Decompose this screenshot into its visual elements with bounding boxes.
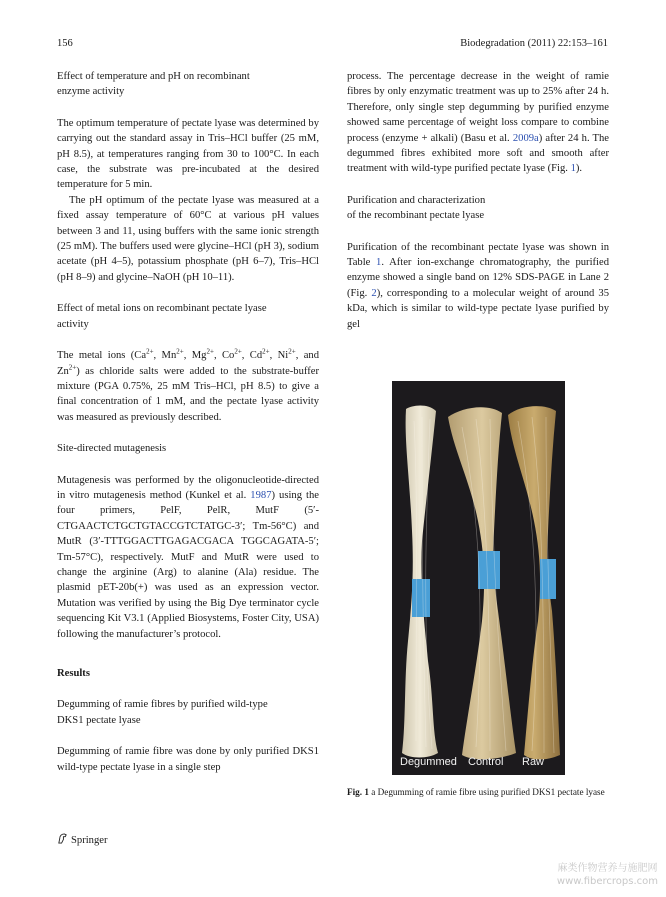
- watermark-line: 麻类作物营养与施肥网: [557, 863, 658, 874]
- heading-line: of the recombinant pectate lyase: [347, 210, 485, 222]
- label-raw: Raw: [522, 756, 545, 768]
- superscript: 2+: [206, 347, 214, 356]
- heading-line: enzyme activity: [57, 86, 125, 98]
- results-heading: Results: [57, 668, 90, 679]
- control-tape: [478, 551, 500, 589]
- watermark: [557, 862, 658, 888]
- label-degummed: Degummed: [400, 756, 457, 768]
- text-run: The metal ions (Ca: [57, 350, 147, 362]
- superscript: 2+: [146, 347, 154, 356]
- right-column: [347, 69, 609, 332]
- reference-link[interactable]: 1987: [250, 489, 272, 501]
- watermark-url: www.fibercrops.com: [556, 876, 658, 887]
- superscript: 2+: [234, 347, 242, 356]
- paragraph-mutagenesis: [57, 473, 319, 642]
- text-run: , Co: [213, 350, 235, 362]
- text-run: process. The percentage decrease in the weight of ramie fibres by only enzymatic treatment was up to 25% after 24 h. Therefore, only single step degumming by purified enzyme showed same percentage of weight loss compare to combine process (enzyme + alkali) (Basu et al.: [347, 71, 609, 144]
- publisher-name: Springer: [71, 835, 108, 846]
- superscript: 2+: [176, 347, 184, 356]
- heading-line: Degumming of ramie fibres by purified wild-type: [57, 699, 268, 711]
- text-run: , Ni: [269, 350, 289, 362]
- degummed-tape: [412, 579, 430, 617]
- heading-line: Effect of metal ions on recombinant pectate lyase: [57, 303, 267, 315]
- paragraph-ph: The pH optimum of the pectate lyase was measured at a fixed assay temperature of 60°C at various pH values between 3 and 11, using buffers with the same ionic strength (25 mM). The buffers used were glycine–HCl (pH 3), sodium acetate (pH 4–5), potassium phosphate (pH 6–7), Tris–HCl (pH 8–9) and glycine–NaOH (pH 10–11).: [57, 194, 319, 283]
- section-heading-metal-ions: [57, 301, 319, 332]
- section-heading-degumming: [57, 697, 319, 728]
- figure-caption: [347, 786, 609, 799]
- figure-link[interactable]: 1: [570, 163, 576, 175]
- springer-horse-icon: [57, 833, 68, 844]
- heading-line: Effect of temperature and pH on recombinant: [57, 71, 250, 82]
- reference-link[interactable]: 2009a: [512, 132, 539, 144]
- heading-line: activity: [57, 318, 89, 330]
- text-run: , Cd: [241, 350, 263, 362]
- paragraph-temperature: The optimum temperature of pectate lyase was determined by carrying out the standard assay in Tris–HCl buffer (25 mM, pH 8.5), at temperatures ranging from 30 to 100°C. In each case, the substrate was pre-incubated at the desired temperature for 5 min.: [57, 117, 319, 191]
- text-run: Purification of the recombinant pectate lyase was shown in Table: [347, 241, 609, 269]
- superscript: 2+: [68, 362, 77, 371]
- superscript: 2+: [288, 347, 296, 356]
- label-control: Control: [468, 756, 504, 768]
- page-number: 156: [57, 38, 73, 49]
- section-heading-temperature-ph: [57, 69, 319, 100]
- text-run: ).: [575, 163, 583, 175]
- text-run: , Mn: [153, 350, 177, 362]
- text-run: ) using the four primers, PelF, PelR, MutF (5′-CTGAACTCTGCTGTACCGTCTATGC-3′; Tm-56°C) and MutR (3′-TTTGGACTTGAGACGACA TGGCAGATA-5′; Tm-57°C), respectively. MutF and MutR were used to change the arginine (Arg) to alanine (Ala) residue. The plasmid pET-20b(+) was used as an expression vector. Mutation was verified by using the Big Dye terminator cycle sequencing Kit V3.1 (Applied Biosystems, Foster City, USA) following the manufacturer’s protocol.: [57, 489, 319, 640]
- paragraph-degumming: Degumming of ramie fibre was done by only purified DKS1 wild-type pectate lyase in a single step: [57, 746, 319, 773]
- caption-label: Fig. 1: [347, 787, 369, 797]
- section-heading-mutagenesis: Site-directed mutagenesis: [57, 443, 167, 455]
- heading-line: DKS1 pectate lyase: [57, 714, 141, 726]
- caption-text: a Degumming of ramie fibre using purified DKS1 pectate lyase: [368, 787, 605, 797]
- text-run: . After ion-exchange chromatography, the purified enzyme showed a single band on 12% SDS-PAGE in Lane 2 (Fig.: [347, 257, 609, 299]
- text-run: ), corresponding to a molecular weight of around 35 kDa, which is similar to wild-type pectate lyase purified by gel: [347, 287, 609, 330]
- paragraph-purification: [347, 240, 609, 332]
- publisher-footer: [57, 833, 107, 846]
- section-heading-purification: [347, 193, 609, 224]
- journal-citation: Biodegradation (2011) 22:153–161: [460, 38, 608, 49]
- text-run: , Mg: [183, 350, 207, 362]
- fibre-bundles-illustration: [392, 381, 565, 775]
- superscript: 2+: [262, 347, 270, 356]
- left-column: [57, 69, 319, 775]
- table-link[interactable]: 1: [376, 257, 382, 269]
- text-run: , and Zn: [57, 350, 320, 377]
- heading-line: Purification and characterization: [347, 194, 486, 206]
- paragraph-degumming-continued: [347, 69, 609, 177]
- text-run: ) after 24 h. The degummed fibres exhibited more soft and smooth after treatment with wild-type purified pectate lyase (Fig.: [347, 132, 610, 175]
- figure-link[interactable]: 2: [371, 287, 377, 299]
- text-run: Mutagenesis was performed by the oligonucleotide-directed in vitro mutagenesis method (Kunkel et al.: [57, 474, 319, 501]
- figure-photo-ramie-fibres: [392, 381, 565, 775]
- text-run: ) as chloride salts were added to the substrate-buffer mixture (PGA 0.75%, 25 mM Tris–HCl, pH 8.5) to give a final concentration of 1 mM, and the pectate lyase activity was measured as previously described.: [57, 365, 319, 423]
- paragraph-metal-ions: [57, 348, 319, 425]
